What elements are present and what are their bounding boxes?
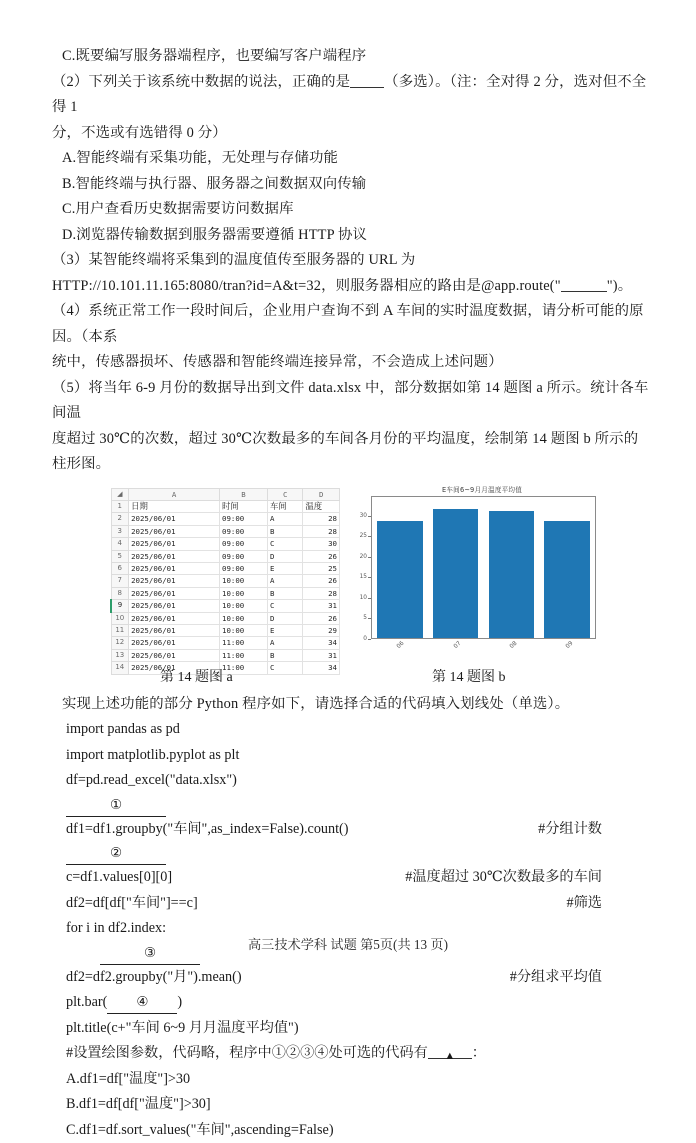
sheet-row-number[interactable]: 12 bbox=[111, 637, 129, 649]
code-blank-②[interactable]: ② bbox=[66, 842, 166, 865]
sheet-column-header-row bbox=[111, 488, 340, 500]
code-statement: c=df1.values[0][0] bbox=[66, 865, 172, 891]
code-statement: df2=df2.groupby("月").mean() bbox=[66, 965, 242, 991]
sheet-cell[interactable]: 09:00 bbox=[220, 562, 268, 574]
sheet-cell[interactable]: 2025/06/01 bbox=[129, 550, 220, 562]
code-statement-suffix: ) bbox=[177, 990, 182, 1016]
sheet-cell[interactable]: 10:00 bbox=[220, 575, 268, 587]
final-question-line bbox=[52, 1041, 650, 1067]
sheet-row-number[interactable]: 11 bbox=[111, 624, 129, 636]
sheet-cell[interactable]: D bbox=[267, 550, 302, 562]
question-2-line bbox=[52, 70, 650, 121]
code-fill-blank-line bbox=[52, 794, 650, 817]
sheet-row bbox=[111, 562, 340, 574]
sheet-cell[interactable]: 25 bbox=[303, 562, 340, 574]
code-line bbox=[52, 891, 650, 917]
option-c-2: C.用户查看历史数据需要访问数据库 bbox=[52, 197, 650, 223]
python-code-block bbox=[52, 717, 650, 1041]
sheet-cell[interactable]: 10:00 bbox=[220, 587, 268, 599]
sheet-cell[interactable]: 31 bbox=[303, 600, 340, 612]
route-blank bbox=[561, 278, 607, 292]
program-intro: 实现上述功能的部分 Python 程序如下，请选择合适的代码填入划线处（单选）。 bbox=[52, 692, 650, 718]
code-line bbox=[52, 965, 650, 991]
spreadsheet-figure-a bbox=[110, 488, 340, 675]
sheet-cell[interactable]: 2025/06/01 bbox=[129, 575, 220, 587]
code-line bbox=[52, 817, 650, 843]
code-blank-③[interactable]: ③ bbox=[100, 942, 200, 965]
chart-plot-area bbox=[371, 496, 596, 639]
url-prefix: HTTP://10.101.11.165:8080/tran?id=A&t=32，则服务器相应的路由是@app.route(" bbox=[52, 278, 561, 294]
sheet-cell[interactable]: 09:00 bbox=[220, 525, 268, 537]
code-line: import matplotlib.pyplot as plt bbox=[52, 743, 650, 769]
sheet-row bbox=[111, 525, 340, 537]
sheet-row bbox=[111, 612, 340, 624]
final-question-prefix: #设置绘图参数，代码略，程序中①②③④处可选的代码有 bbox=[66, 1045, 428, 1061]
chart-x-axis bbox=[371, 640, 596, 656]
code-fill-blank-line bbox=[52, 990, 650, 1016]
code-line: df=pd.read_excel("data.xlsx") bbox=[52, 768, 650, 794]
sheet-cell[interactable]: A bbox=[267, 637, 302, 649]
chart-x-tick-label: 06 bbox=[396, 640, 410, 655]
option-c-line: C.既要编写服务器端程序，也要编写客户端程序 bbox=[52, 44, 650, 70]
sheet-cell[interactable]: 2025/06/01 bbox=[129, 525, 220, 537]
chart-y-tick-label: 0 bbox=[363, 636, 367, 642]
question-2-blank bbox=[350, 74, 384, 88]
question-2-tail: （多选）。（注：全对得 2 分，选对但不全得 1 bbox=[52, 74, 646, 116]
sheet-column-header-a[interactable]: A bbox=[129, 488, 220, 500]
code-fill-blank-line bbox=[52, 842, 650, 865]
code-blank-①[interactable]: ① bbox=[66, 794, 166, 817]
code-line: for i in df2.index: bbox=[52, 916, 650, 942]
sheet-header-cell[interactable]: 车间 bbox=[267, 500, 302, 512]
question-2-line-2: 分，不选或有选错得 0 分） bbox=[52, 121, 650, 147]
sheet-cell[interactable]: 26 bbox=[303, 550, 340, 562]
sheet-cell[interactable]: 11:00 bbox=[220, 649, 268, 661]
chart-bar bbox=[433, 509, 479, 638]
option-a-2: A.智能终端有采集功能，无处理与存储功能 bbox=[52, 146, 650, 172]
sheet-row bbox=[111, 587, 340, 599]
code-statement: df1=df1.groupby("车间",as_index=False).count() bbox=[66, 817, 349, 843]
question-3-url-line bbox=[52, 274, 650, 300]
figure-captions bbox=[52, 666, 650, 692]
code-comment: #分组求平均值 bbox=[510, 965, 650, 991]
sheet-cell[interactable]: 09:00 bbox=[220, 513, 268, 525]
code-line bbox=[52, 865, 650, 891]
sheet-row-number[interactable]: 4 bbox=[111, 538, 129, 550]
sheet-cell[interactable]: 2025/06/01 bbox=[129, 624, 220, 636]
sheet-cell[interactable]: 28 bbox=[303, 525, 340, 537]
sheet-row-number[interactable]: 9 bbox=[111, 600, 129, 612]
chart-y-tick-label: 20 bbox=[360, 554, 367, 560]
question-5-line-1: （5）将当年 6-9 月份的数据导出到文件 data.xlsx 中，部分数据如第 14 题图 a 所示。统计各车间温 bbox=[52, 376, 650, 427]
sheet-cell[interactable]: 29 bbox=[303, 624, 340, 636]
question-2-stem: （2）下列关于该系统中数据的说法，正确的是 bbox=[52, 74, 350, 90]
sheet-row bbox=[111, 624, 340, 636]
sheet-row-number[interactable]: 6 bbox=[111, 562, 129, 574]
option-d-2: D.浏览器传输数据到服务器需要遵循 HTTP 协议 bbox=[52, 223, 650, 249]
sheet-cell[interactable]: C bbox=[267, 662, 302, 674]
sheet-cell[interactable]: 31 bbox=[303, 649, 340, 661]
sheet-cell[interactable]: 2025/06/01 bbox=[129, 637, 220, 649]
code-blank-④[interactable]: ④ bbox=[107, 991, 177, 1014]
chart-y-axis bbox=[352, 496, 370, 639]
sheet-cell[interactable]: 2025/06/01 bbox=[129, 612, 220, 624]
sheet-cell[interactable]: 2025/06/01 bbox=[129, 562, 220, 574]
chart-y-tick-label: 25 bbox=[360, 533, 367, 539]
sheet-cell[interactable]: 26 bbox=[303, 575, 340, 587]
sheet-cell[interactable]: 10:00 bbox=[220, 624, 268, 636]
sheet-row bbox=[111, 600, 340, 612]
chart-x-tick-label: 07 bbox=[453, 640, 467, 655]
sheet-cell[interactable]: 34 bbox=[303, 637, 340, 649]
sheet-cell[interactable]: 26 bbox=[303, 612, 340, 624]
sheet-row-number[interactable]: 10 bbox=[111, 612, 129, 624]
sheet-corner-select-all[interactable]: ◢ bbox=[111, 488, 129, 500]
sheet-row-number[interactable]: 5 bbox=[111, 550, 129, 562]
sheet-row-number[interactable]: 3 bbox=[111, 525, 129, 537]
sheet-cell[interactable]: 09:00 bbox=[220, 538, 268, 550]
question-5-line-2: 度超过 30℃的次数，超过 30℃次数最多的车间各月份的平均温度，绘制第 14 题图 b 所示的柱形图。 bbox=[52, 427, 650, 478]
sheet-cell[interactable]: 2025/06/01 bbox=[129, 587, 220, 599]
sheet-row-number[interactable]: 2 bbox=[111, 513, 129, 525]
sheet-cell[interactable]: E bbox=[267, 562, 302, 574]
sheet-cell[interactable]: 28 bbox=[303, 513, 340, 525]
sheet-cell[interactable]: 34 bbox=[303, 662, 340, 674]
sheet-column-header-d[interactable]: D bbox=[303, 488, 340, 500]
sheet-row-number[interactable]: 14 bbox=[111, 662, 129, 674]
sheet-cell[interactable]: D bbox=[267, 612, 302, 624]
chart-bar bbox=[377, 521, 423, 638]
sheet-cell[interactable]: 10:00 bbox=[220, 612, 268, 624]
sheet-row-number[interactable]: 1 bbox=[111, 500, 129, 512]
sheet-cell[interactable]: 09:00 bbox=[220, 550, 268, 562]
chart-y-tick-label: 15 bbox=[360, 574, 367, 580]
final-answer-blank: ▲ bbox=[428, 1044, 472, 1059]
caption-figure-b: 第 14 题图 b bbox=[432, 666, 506, 686]
sheet-cell[interactable]: E bbox=[267, 624, 302, 636]
url-suffix: ")。 bbox=[607, 278, 633, 294]
chart-y-tick-label: 5 bbox=[363, 615, 367, 621]
sheet-cell[interactable]: 2025/06/01 bbox=[129, 538, 220, 550]
chart-x-tick-label: 08 bbox=[509, 640, 523, 655]
code-comment: #分组计数 bbox=[538, 817, 650, 843]
final-option-c: C.df1=df.sort_values("车间",ascending=False) bbox=[52, 1118, 650, 1143]
final-question-suffix: ： bbox=[472, 1045, 486, 1061]
sheet-row-number[interactable]: 13 bbox=[111, 649, 129, 661]
sheet-cell[interactable]: C bbox=[267, 538, 302, 550]
option-b-2: B.智能终端与执行器、服务器之间数据双向传输 bbox=[52, 172, 650, 198]
sheet-cell[interactable]: 11:00 bbox=[220, 637, 268, 649]
sheet-row bbox=[111, 500, 340, 512]
sheet-row bbox=[111, 649, 340, 661]
sheet-cell[interactable]: 2025/06/01 bbox=[129, 649, 220, 661]
caption-figure-a: 第 14 题图 a bbox=[160, 666, 233, 686]
sheet-header-cell[interactable]: 温度 bbox=[303, 500, 340, 512]
page-footer: 高三技术学科 试题 第5页(共 13 页) bbox=[0, 934, 696, 953]
sheet-cell[interactable]: B bbox=[267, 649, 302, 661]
sheet-cell[interactable]: C bbox=[267, 600, 302, 612]
code-statement: df2=df[df["车间"]==c] bbox=[66, 891, 198, 917]
question-3-line: （3）某智能终端将采集到的温度值传至服务器的 URL 为 bbox=[52, 248, 650, 274]
final-option-a: A.df1=df["温度"]>30 bbox=[52, 1067, 650, 1093]
question-4-line-1: （4）系统正常工作一段时间后，企业用户查询不到 A 车间的实时温度数据，请分析可能的原因。（本系 bbox=[52, 299, 650, 350]
final-option-b: B.df1=df[df["温度"]>30] bbox=[52, 1092, 650, 1118]
sheet-column-header-c[interactable]: C bbox=[267, 488, 302, 500]
code-statement: plt.bar( bbox=[66, 990, 107, 1016]
sheet-cell[interactable]: 10:00 bbox=[220, 600, 268, 612]
chart-title: E车间6~9月月温度平均值 bbox=[364, 484, 600, 496]
sheet-cell[interactable]: 2025/06/01 bbox=[129, 513, 220, 525]
sheet-cell[interactable]: B bbox=[267, 525, 302, 537]
sheet-row bbox=[111, 637, 340, 649]
sheet-cell[interactable]: 11:00 bbox=[220, 662, 268, 674]
sheet-cell[interactable]: 2025/06/01 bbox=[129, 662, 220, 674]
sheet-cell[interactable]: A bbox=[267, 513, 302, 525]
sheet-cell[interactable]: B bbox=[267, 587, 302, 599]
sheet-row bbox=[111, 575, 340, 587]
chart-y-tick-label: 30 bbox=[360, 513, 367, 519]
bar-chart-figure-b bbox=[352, 484, 600, 662]
code-line: plt.title(c+"车间 6~9 月月温度平均值") bbox=[52, 1016, 650, 1042]
sheet-column-header-b[interactable]: B bbox=[220, 488, 268, 500]
figures-row bbox=[52, 484, 650, 666]
chart-bar bbox=[489, 511, 535, 637]
sheet-row bbox=[111, 513, 340, 525]
question-4-line-2: 统中，传感器损坏、传感器和智能终端连接异常，不会造成上述问题） bbox=[52, 350, 650, 376]
chart-y-tick-label: 10 bbox=[360, 595, 367, 601]
sheet-cell[interactable]: A bbox=[267, 575, 302, 587]
chart-x-tick-label: 09 bbox=[565, 640, 579, 655]
sheet-cell[interactable]: 2025/06/01 bbox=[129, 600, 220, 612]
sheet-row bbox=[111, 550, 340, 562]
sheet-cell[interactable]: 28 bbox=[303, 587, 340, 599]
sheet-row-number[interactable]: 8 bbox=[111, 587, 129, 599]
sheet-cell[interactable]: 30 bbox=[303, 538, 340, 550]
sheet-header-cell[interactable]: 日期 bbox=[129, 500, 220, 512]
code-comment: #温度超过 30℃次数最多的车间 bbox=[405, 865, 650, 891]
chart-bar bbox=[544, 521, 590, 637]
code-line: import pandas as pd bbox=[52, 717, 650, 743]
sheet-row-number[interactable]: 7 bbox=[111, 575, 129, 587]
code-comment: #筛选 bbox=[567, 891, 650, 917]
sheet-row bbox=[111, 538, 340, 550]
sheet-header-cell[interactable]: 时间 bbox=[220, 500, 268, 512]
